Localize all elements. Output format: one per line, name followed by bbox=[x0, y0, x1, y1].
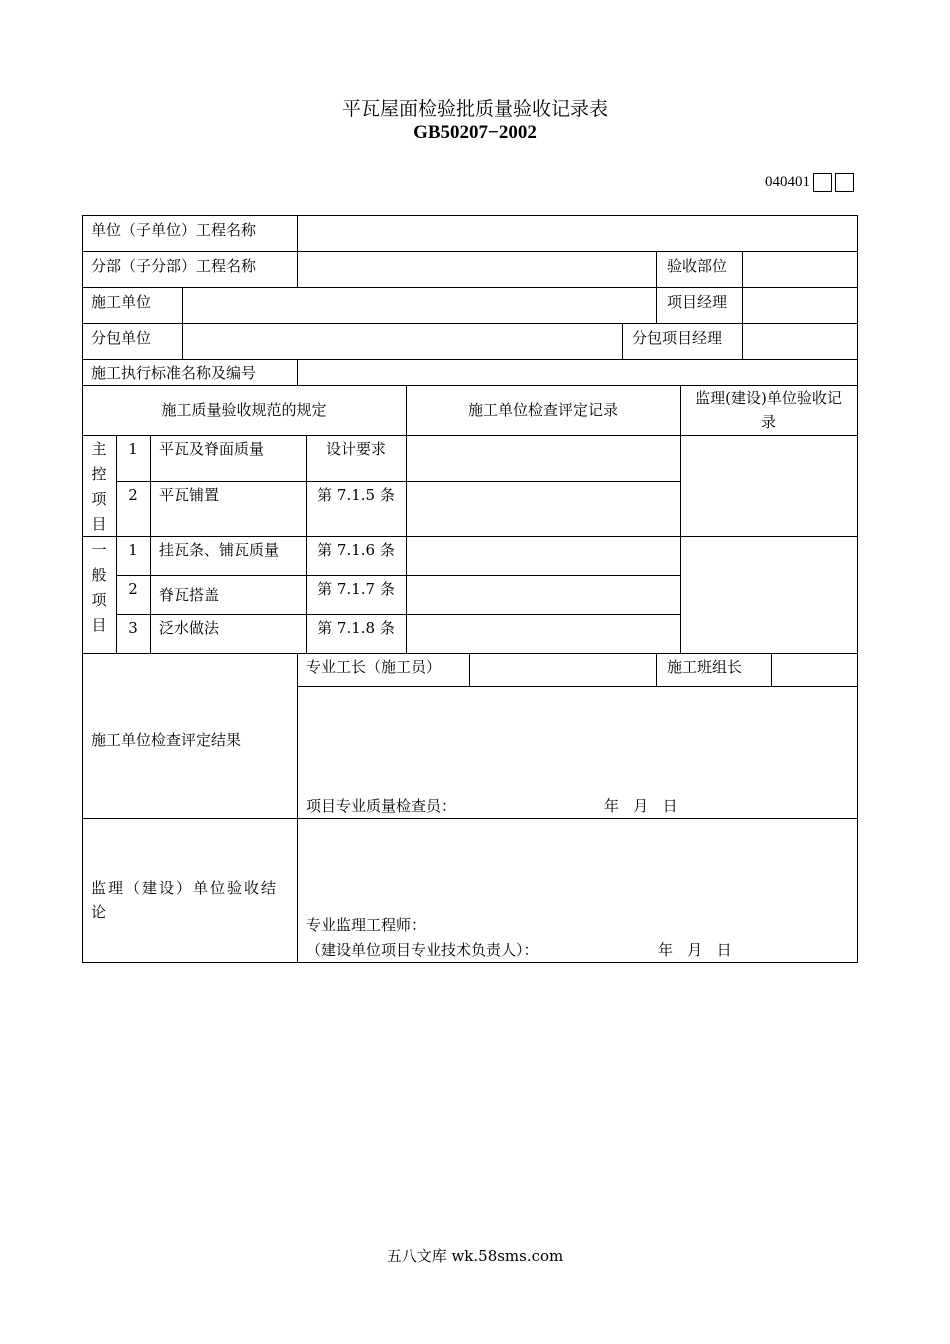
supervision-header-line2: 录 bbox=[760, 413, 776, 431]
item-clause: 第 7.1.8 条 bbox=[317, 619, 395, 637]
conclusion-label-line2: 论 bbox=[91, 903, 107, 921]
item-number: 1 bbox=[128, 440, 138, 458]
result-date: 年 月 日 bbox=[604, 797, 678, 815]
foreman-label: 专业工长（施工员） bbox=[306, 658, 442, 676]
item-number: 3 bbox=[128, 619, 138, 637]
main-group-char: 主 bbox=[91, 440, 107, 458]
result-label: 施工单位检查评定结果 bbox=[91, 731, 242, 749]
code-box-2[interactable] bbox=[835, 173, 854, 192]
item-name: 平瓦及脊面质量 bbox=[159, 440, 265, 458]
item-clause: 第 7.1.7 条 bbox=[317, 580, 395, 598]
item-clause: 第 7.1.6 条 bbox=[317, 541, 395, 559]
team-leader-label: 施工班组长 bbox=[667, 658, 743, 676]
conclusion-date: 年 月 日 bbox=[658, 941, 732, 959]
page-title: 平瓦屋面检验批质量验收记录表 bbox=[341, 98, 608, 120]
construction-unit-label: 施工单位 bbox=[91, 293, 152, 311]
item-number: 1 bbox=[128, 541, 138, 559]
conclusion-label-line1: 监理（建设）单位验收结 bbox=[91, 879, 279, 897]
division-project-label: 分部（子分部）工程名称 bbox=[91, 257, 257, 275]
item-name: 脊瓦搭盖 bbox=[159, 586, 220, 604]
item-clause: 设计要求 bbox=[325, 440, 386, 458]
form-code-number: 040401 bbox=[765, 174, 810, 190]
main-group-char: 控 bbox=[91, 465, 107, 483]
main-group-char: 项 bbox=[91, 490, 107, 508]
item-number: 2 bbox=[128, 486, 138, 504]
item-name: 平瓦铺置 bbox=[159, 486, 220, 504]
general-group-char: 一 bbox=[91, 541, 107, 559]
check-record-header: 施工单位检查评定记录 bbox=[467, 401, 618, 419]
owner-rep-label: （建设单位项目专业技术负责人）： bbox=[306, 941, 539, 959]
item-name: 泛水做法 bbox=[159, 619, 220, 637]
code-box-1[interactable] bbox=[813, 173, 832, 192]
footer-watermark: 五八文库 wk.58sms.com bbox=[386, 1247, 564, 1265]
main-group-char: 目 bbox=[91, 515, 107, 533]
standard-name-label: 施工执行标准名称及编号 bbox=[91, 364, 257, 382]
standard-code: GB50207−2002 bbox=[413, 122, 537, 143]
general-group-char: 项 bbox=[91, 591, 107, 609]
form-code bbox=[765, 171, 854, 193]
item-number: 2 bbox=[128, 580, 138, 598]
supervision-header-line1: 监理(建设)单位验收记 bbox=[695, 389, 842, 407]
item-name: 挂瓦条、铺瓦质量 bbox=[159, 541, 280, 559]
subcontract-unit-label: 分包单位 bbox=[91, 329, 152, 347]
general-group-char: 目 bbox=[91, 616, 107, 634]
subcontract-manager-label: 分包项目经理 bbox=[632, 329, 723, 347]
unit-project-label: 单位（子单位）工程名称 bbox=[91, 221, 257, 239]
acceptance-part-label: 验收部位 bbox=[667, 257, 728, 275]
project-manager-label: 项目经理 bbox=[667, 293, 728, 311]
general-group-char: 般 bbox=[91, 566, 107, 584]
item-clause: 第 7.1.5 条 bbox=[317, 486, 395, 504]
engineer-label: 专业监理工程师： bbox=[306, 916, 427, 934]
inspector-label: 项目专业质量检查员： bbox=[306, 797, 457, 815]
spec-header: 施工质量验收规范的规定 bbox=[161, 401, 327, 419]
